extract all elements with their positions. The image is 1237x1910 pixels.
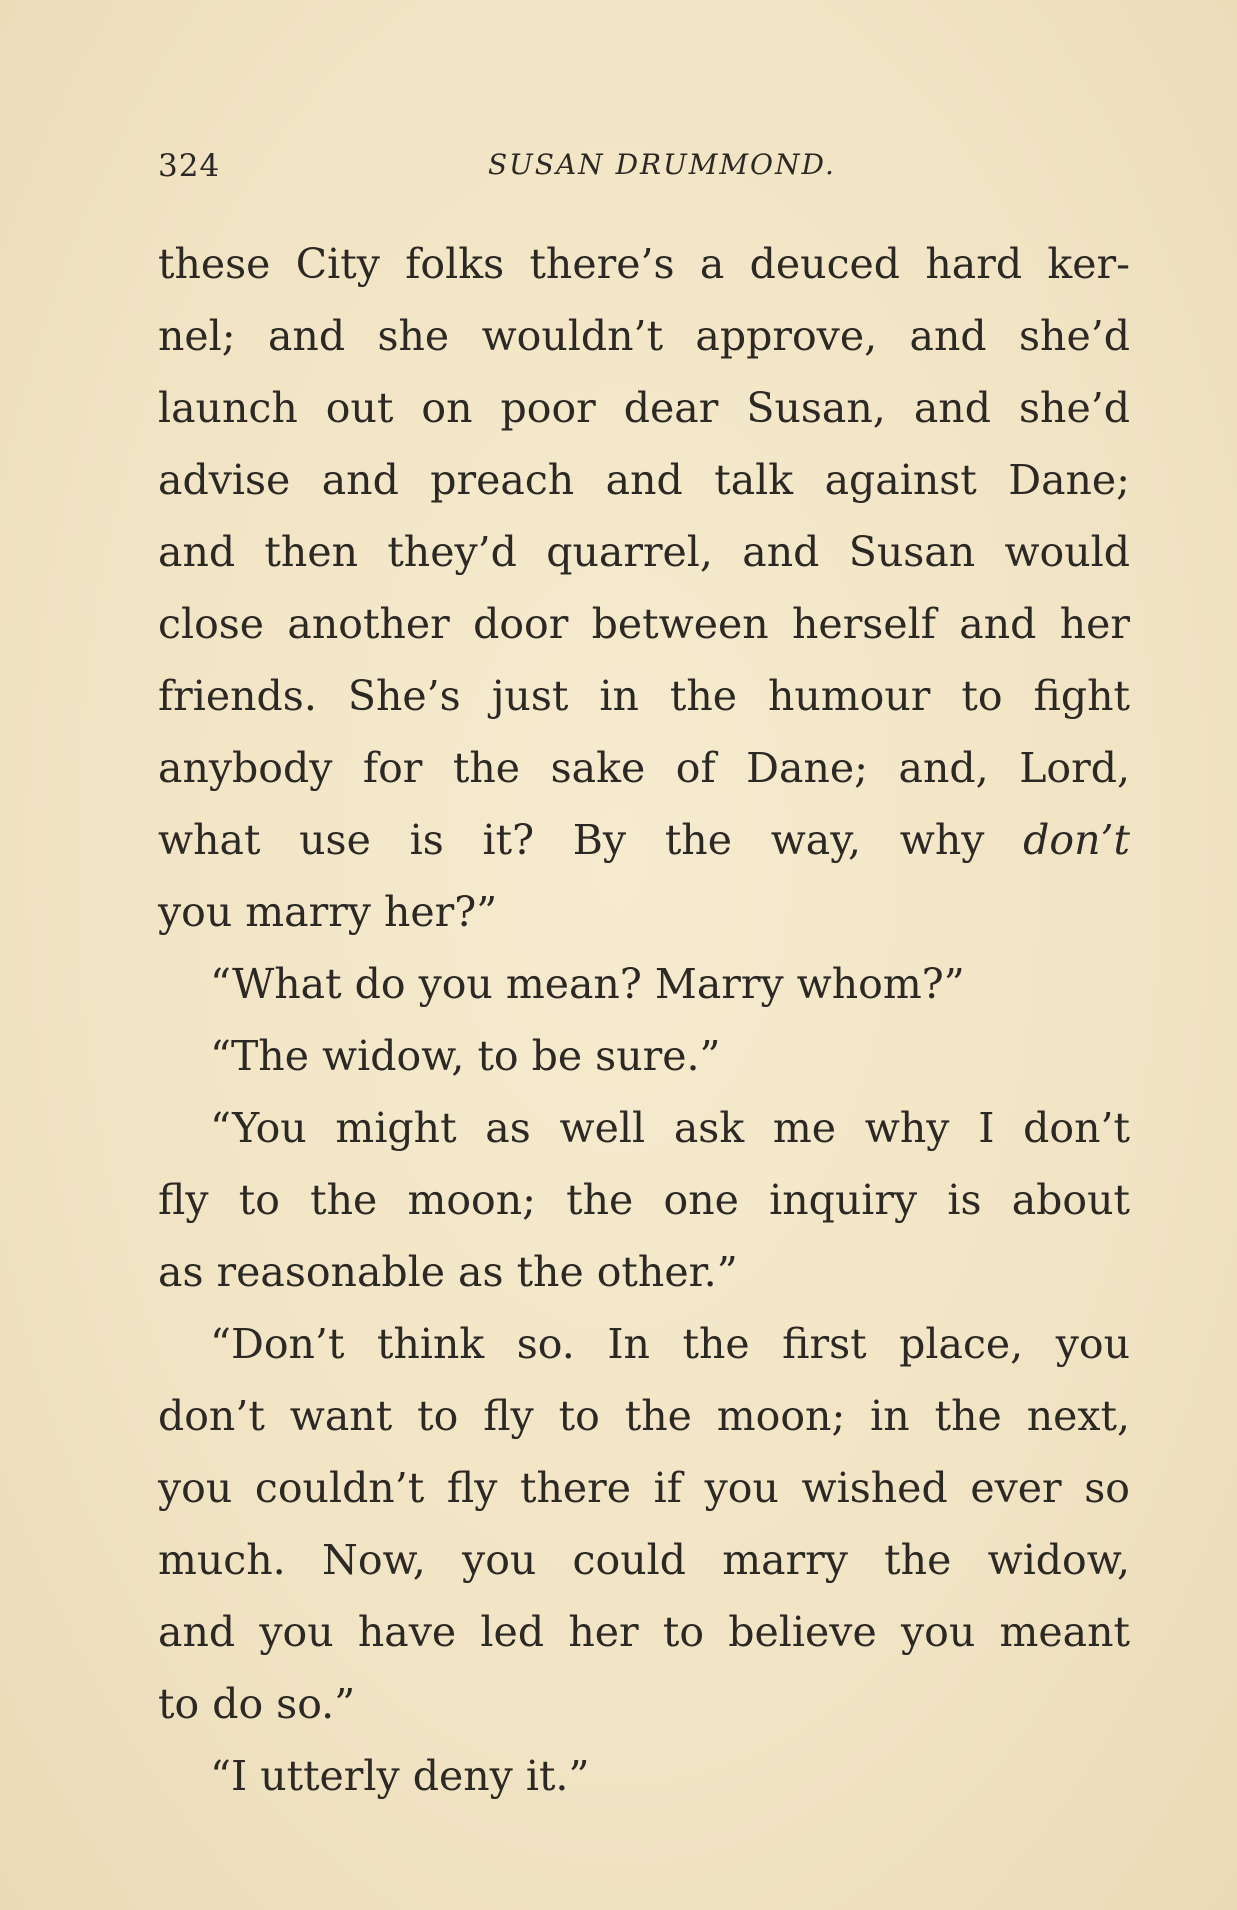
page-number: 324 xyxy=(158,148,221,184)
page-header xyxy=(158,148,1123,198)
text-line: and you have led her to believe you meant xyxy=(158,1608,1130,1656)
text-line: you couldn’t fly there if you wished ever so xyxy=(158,1464,1130,1512)
text-line: as reasonable as the other.” xyxy=(158,1248,738,1296)
text-line: and then they’d quarrel, and Susan would xyxy=(158,528,1130,576)
text-line: “The widow, to be sure.” xyxy=(210,1032,721,1080)
italic-emphasis: don’t xyxy=(1023,816,1130,864)
body-text xyxy=(158,228,1130,1812)
text-line: don’t want to fly to the moon; in the next, xyxy=(158,1392,1130,1440)
text-line: anybody for the sake of Dane; and, Lord, xyxy=(158,744,1130,792)
text-line: “Don’t think so. In the first place, you xyxy=(210,1320,1130,1368)
text-line: advise and preach and talk against Dane; xyxy=(158,456,1130,504)
text-line: “I utterly deny it.” xyxy=(210,1752,590,1800)
text-line: nel; and she wouldn’t approve, and she’d xyxy=(158,312,1130,360)
running-head: SUSAN DRUMMOND. xyxy=(488,148,836,181)
text-line: “What do you mean? Marry whom?” xyxy=(210,960,965,1008)
text-line: friends. She’s just in the humour to fight xyxy=(158,672,1130,720)
text-line xyxy=(158,804,1130,876)
text-line: fly to the moon; the one inquiry is about xyxy=(158,1176,1130,1224)
text-line: you marry her?” xyxy=(158,888,498,936)
text-line: these City folks there’s a deuced hard ker- xyxy=(158,240,1130,288)
text-line: close another door between herself and her xyxy=(158,600,1130,648)
text-line: to do so.” xyxy=(158,1680,356,1728)
text-line-before-italic: what use is it? By the way, why xyxy=(158,816,1024,864)
text-line: launch out on poor dear Susan, and she’d xyxy=(158,384,1130,432)
text-line: “You might as well ask me why I don’t xyxy=(210,1104,1130,1152)
text-line: much. Now, you could marry the widow, xyxy=(158,1536,1130,1584)
